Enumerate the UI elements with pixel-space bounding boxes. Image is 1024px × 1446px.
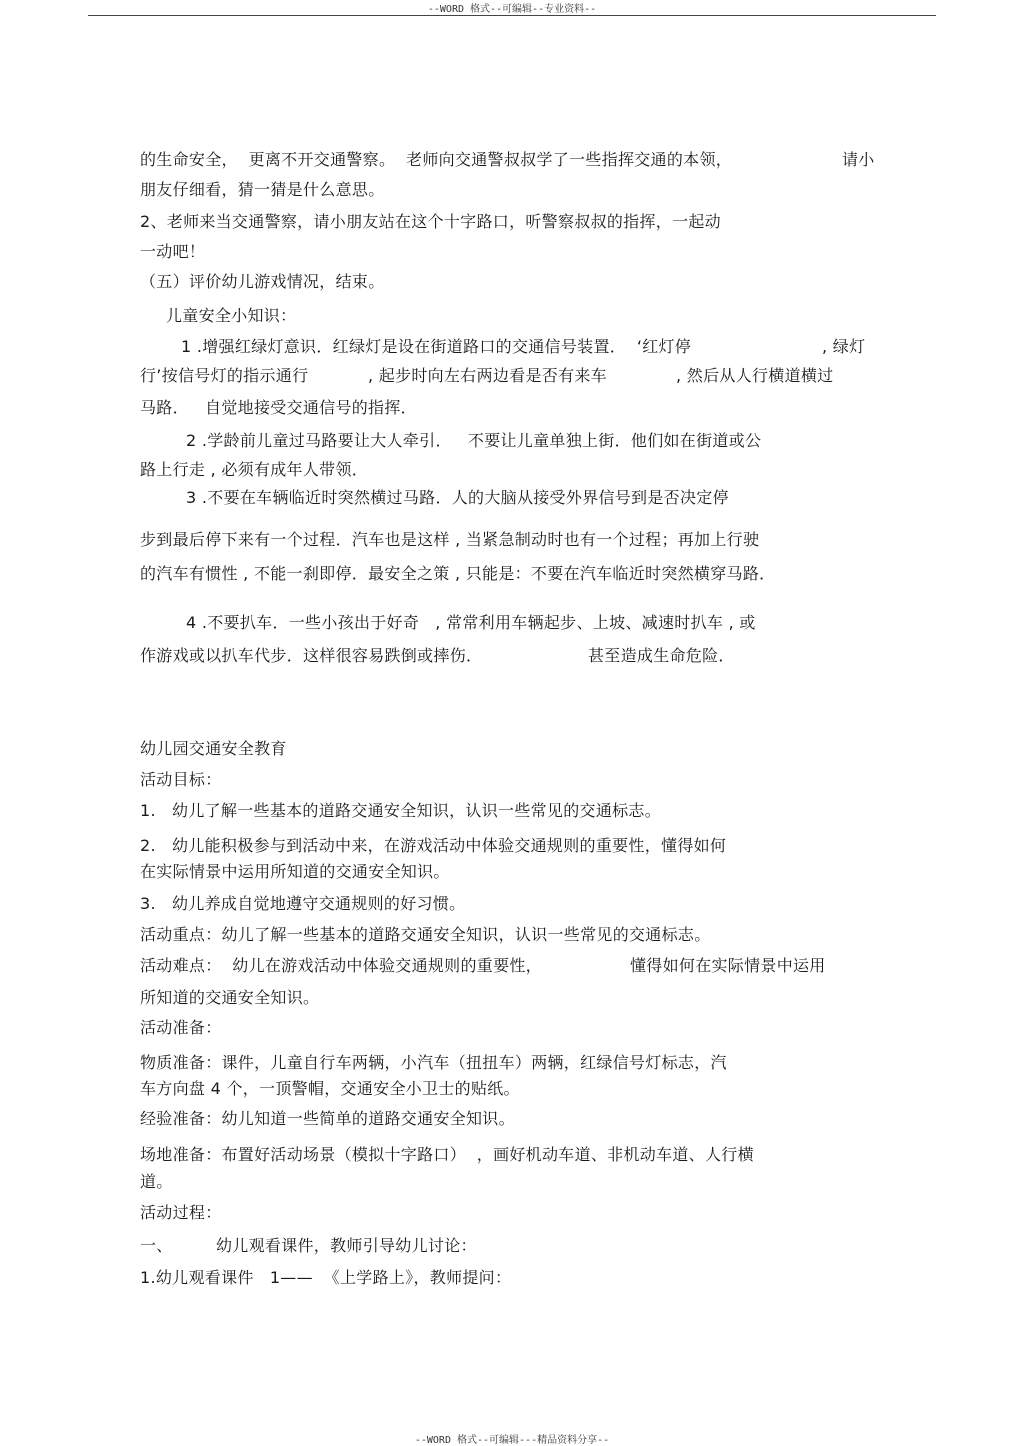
- text-line: 的汽车有惯性 , 不能一刹即停．最安全之策 , 只能是：不要在汽车临近时突然横穿马路．: [140, 564, 776, 583]
- text-line: 活动重点：幼儿了解一些基本的道路交通安全知识，认识一些常见的交通标志。: [140, 925, 711, 944]
- text-line: , 起步时向左右两边看是否有来车: [368, 366, 607, 385]
- text-line: 物质准备：课件，儿童自行车两辆，小汽车（扭扭车）两辆，红绿信号灯标志，汽: [140, 1053, 727, 1072]
- text-line: 甚至造成生命危险．: [588, 646, 735, 665]
- text-line: 道。: [140, 1172, 173, 1191]
- text-line: 场地准备：布置好活动场景（模拟十字路口） ，画好机动车道、非机动车道、人行横: [140, 1145, 754, 1164]
- text-line: 马路． 自觉地接受交通信号的指挥．: [140, 398, 417, 417]
- text-line: 活动准备：: [140, 1018, 222, 1037]
- text-line: 朋友仔细看，猜一猜是什么意思。: [140, 180, 385, 199]
- section-title: 幼儿园交通安全教育: [140, 739, 287, 758]
- text-line: 2 .学龄前儿童过马路要让大人牵引． 不要让儿童单独上街．他们如在街道或公: [186, 431, 762, 450]
- text-line: 路上行走 , 必须有成年人带领．: [140, 460, 369, 479]
- text-line: 幼儿观看课件，教师引导幼儿讨论：: [216, 1236, 477, 1255]
- text-line: 4 .不要扒车．一些小孩出于好奇 , 常常利用车辆起步、上坡、减速时扒车 , 或: [186, 613, 756, 632]
- text-line: 2、老师来当交通警察，请小朋友站在这个十字路口，听警察叔叔的指挥，一起动: [140, 212, 721, 231]
- text-line: 一、: [140, 1236, 173, 1255]
- text-line: 车方向盘 4 个，一顶警帽，交通安全小卫士的贴纸。: [140, 1079, 520, 1098]
- text-line: 经验准备：幼儿知道一些简单的道路交通安全知识。: [140, 1109, 515, 1128]
- text-line: （五）评价幼儿游戏情况，结束。: [140, 272, 385, 291]
- text-line: 3 .不要在车辆临近时突然横过马路．人的大脑从接受外界信号到是否决定停: [186, 488, 729, 507]
- text-line: 懂得如何在实际情景中运用: [630, 956, 826, 975]
- text-line: 活动难点： 幼儿在游戏活动中体验交通规则的重要性，: [140, 956, 542, 975]
- text-line: 活动过程：: [140, 1203, 222, 1222]
- text-line: 一动吧！: [140, 242, 206, 261]
- text-line: 活动目标：: [140, 770, 222, 789]
- text-line: 2. 幼儿能积极参与到活动中来，在游戏活动中体验交通规则的重要性，懂得如何: [140, 836, 727, 855]
- text-line: 3. 幼儿养成自觉地遵守交通规则的好习惯。: [140, 894, 466, 913]
- text-line: , 然后从人行横道横过: [676, 366, 834, 385]
- text-line: 步到最后停下来有一个过程．汽车也是这样 , 当紧急制动时也有一个过程；再加上行驶: [140, 530, 760, 549]
- page-footer: --WORD 格式--可编辑---精品资料分享--: [414, 1435, 610, 1446]
- text-line: 作游戏或以扒车代步．这样很容易跌倒或摔伤．: [140, 646, 483, 665]
- text-line: 1 .增强红绿灯意识．红绿灯是设在街道路口的交通信号装置． ‘红灯停: [181, 337, 692, 356]
- text-line: 在实际情景中运用所知道的交通安全知识。: [140, 862, 450, 881]
- text-line: 行’按信号灯的指示通行: [140, 366, 309, 385]
- text-line: 1.幼儿观看课件 1—— 《上学路上》，教师提问：: [140, 1268, 512, 1287]
- header-rule: [88, 15, 936, 16]
- text-line: 请小: [842, 150, 875, 169]
- text-line: 的生命安全， 更离不开交通警察。 老师向交通警叔叔学了一些指挥交通的本领，: [140, 150, 733, 169]
- text-line: , 绿灯: [822, 337, 866, 356]
- text-line: 儿童安全小知识：: [166, 306, 297, 325]
- page-header: --WORD 格式--可编辑--专业资料--: [427, 4, 597, 15]
- text-line: 所知道的交通安全知识。: [140, 988, 320, 1007]
- text-line: 1. 幼儿了解一些基本的道路交通安全知识，认识一些常见的交通标志。: [140, 801, 662, 820]
